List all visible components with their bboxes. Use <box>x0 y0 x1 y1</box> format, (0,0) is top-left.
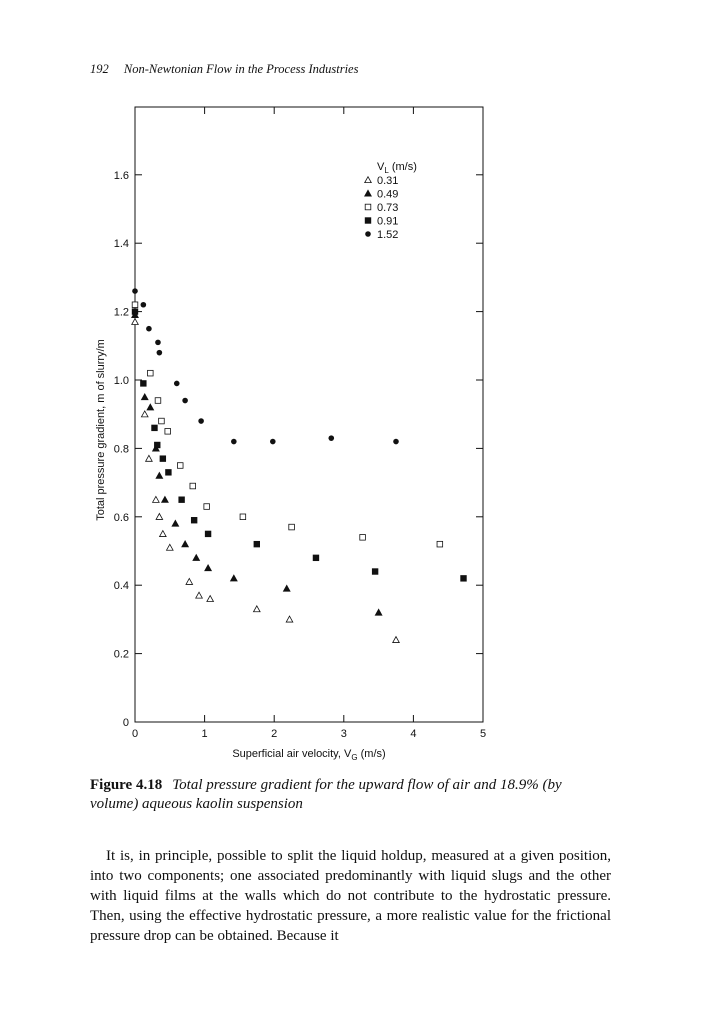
data-point-filled-triangle <box>172 520 179 526</box>
data-point-open-square <box>132 302 138 308</box>
x-tick-labels <box>132 728 486 740</box>
data-point-filled-triangle <box>162 496 169 502</box>
y-tick-label: 0.2 <box>113 648 129 661</box>
data-point-filled-circle <box>328 435 334 441</box>
data-point-filled-circle <box>132 288 138 294</box>
legend-label: 1.52 <box>377 229 399 241</box>
data-point-filled-triangle <box>375 609 382 615</box>
x-tick-label: 2 <box>271 728 278 740</box>
data-point-filled-triangle <box>156 472 163 478</box>
legend <box>365 161 417 241</box>
figure-label: Figure 4.18 <box>90 777 163 793</box>
data-point-open-triangle <box>254 606 261 612</box>
data-point-open-triangle <box>153 496 160 502</box>
data-point-open-triangle <box>207 596 214 602</box>
data-points <box>132 288 467 642</box>
data-point-open-square <box>148 370 154 376</box>
data-point-open-triangle <box>393 637 400 643</box>
data-point-filled-circle <box>231 439 237 445</box>
data-point-filled-triangle <box>182 541 189 547</box>
data-point-open-square <box>177 463 183 469</box>
data-point-open-square <box>204 504 210 510</box>
book-title: Non-Newtonian Flow in the Process Industries <box>123 62 359 76</box>
data-point-filled-triangle <box>141 394 148 400</box>
body-paragraph: It is, in principle, possible to split the liquid holdup, measured at a given position, into two components; one associated predominantly with liquid slugs and the other with liquid films at the walls which do not contribute to the hydrostatic pressure. Then, using the effective hydrostatic pressure, a more realistic value for the frictional pressure drop can be obtained. Because it <box>90 848 611 944</box>
data-point-open-triangle <box>141 411 148 417</box>
data-point-filled-square <box>141 381 147 387</box>
data-point-open-triangle <box>146 455 153 461</box>
data-point-open-square <box>289 524 295 530</box>
x-tick-label: 4 <box>410 728 417 740</box>
data-point-filled-square <box>191 517 197 523</box>
data-point-filled-square <box>154 442 160 448</box>
data-point-open-triangle <box>196 592 203 598</box>
y-tick-label: 1.2 <box>113 306 129 319</box>
x-axis-label: Superficial air velocity, $V_G$ (m/s) <box>232 748 386 762</box>
data-point-filled-circle <box>141 302 147 308</box>
legend-label: 0.91 <box>377 215 399 228</box>
data-point-filled-square <box>254 541 260 547</box>
x-tick-label: 3 <box>340 728 347 740</box>
axis-ticks <box>135 107 483 722</box>
y-tick-label: 0.6 <box>113 511 129 524</box>
data-point-filled-square <box>132 309 138 315</box>
data-point-filled-circle <box>393 439 399 445</box>
page-number: 192 <box>90 62 109 76</box>
data-point-filled-circle <box>198 418 204 424</box>
legend-marker-open-square <box>365 204 371 210</box>
figure-caption-text: Total pressure gradient for the upward flow of air and 18.9% (by volume) aqueous kaolin suspension <box>90 777 562 812</box>
data-point-filled-square <box>372 569 378 575</box>
data-point-open-square <box>155 398 161 404</box>
data-point-filled-square <box>461 576 467 582</box>
y-tick-labels <box>114 170 129 729</box>
data-point-filled-circle <box>174 381 180 387</box>
running-header <box>90 62 358 77</box>
y-tick-label: 0.8 <box>113 443 129 456</box>
legend-label: 0.31 <box>377 175 399 187</box>
data-point-open-triangle <box>167 544 174 550</box>
data-point-open-square <box>360 535 366 541</box>
data-point-filled-triangle <box>231 575 238 581</box>
legend-title: $V_L$ (m/s) <box>377 161 417 175</box>
legend-marker-filled-circle <box>365 231 371 237</box>
data-point-open-triangle <box>156 514 163 520</box>
y-tick-label: 0 <box>122 717 129 729</box>
data-point-filled-triangle <box>205 565 212 571</box>
data-point-filled-square <box>313 555 319 561</box>
x-tick-label: 5 <box>479 728 487 740</box>
data-point-open-triangle <box>160 531 167 537</box>
data-point-filled-square <box>166 470 172 476</box>
y-tick-label: 0.4 <box>113 580 129 593</box>
y-tick-label: 1.0 <box>113 375 129 387</box>
plot-frame <box>135 107 483 722</box>
data-point-filled-circle <box>270 439 276 445</box>
legend-label: 0.49 <box>377 188 399 201</box>
data-point-filled-circle <box>146 326 152 332</box>
data-point-filled-circle <box>157 350 163 356</box>
legend-marker-filled-square <box>365 218 371 224</box>
data-point-open-square <box>240 514 246 520</box>
data-point-open-triangle <box>186 578 193 584</box>
legend-marker-filled-triangle <box>365 190 372 196</box>
data-point-filled-triangle <box>147 404 154 410</box>
data-point-open-square <box>159 418 165 424</box>
figure-caption <box>90 776 610 814</box>
data-point-filled-triangle <box>193 555 200 561</box>
pressure-gradient-chart <box>0 95 701 765</box>
data-point-filled-circle <box>182 398 188 404</box>
x-tick-label: 0 <box>131 728 139 740</box>
data-point-filled-square <box>179 497 185 503</box>
data-point-filled-square <box>152 425 158 431</box>
y-tick-label: 1.6 <box>113 169 129 182</box>
x-tick-label: 1 <box>201 728 208 740</box>
legend-label: 0.73 <box>377 202 399 214</box>
data-point-filled-triangle <box>283 585 290 591</box>
data-point-filled-circle <box>155 340 161 346</box>
y-axis-label: Total pressure gradient, m of slurry/m <box>95 339 107 521</box>
data-point-open-triangle <box>286 616 293 622</box>
data-point-open-square <box>437 541 443 547</box>
y-tick-label: 1.4 <box>113 238 129 251</box>
data-point-open-square <box>190 483 196 489</box>
data-point-filled-square <box>205 531 211 537</box>
data-point-open-triangle <box>132 319 139 325</box>
data-point-open-square <box>165 429 171 435</box>
legend-marker-open-triangle <box>365 177 372 183</box>
data-point-filled-square <box>160 456 166 462</box>
